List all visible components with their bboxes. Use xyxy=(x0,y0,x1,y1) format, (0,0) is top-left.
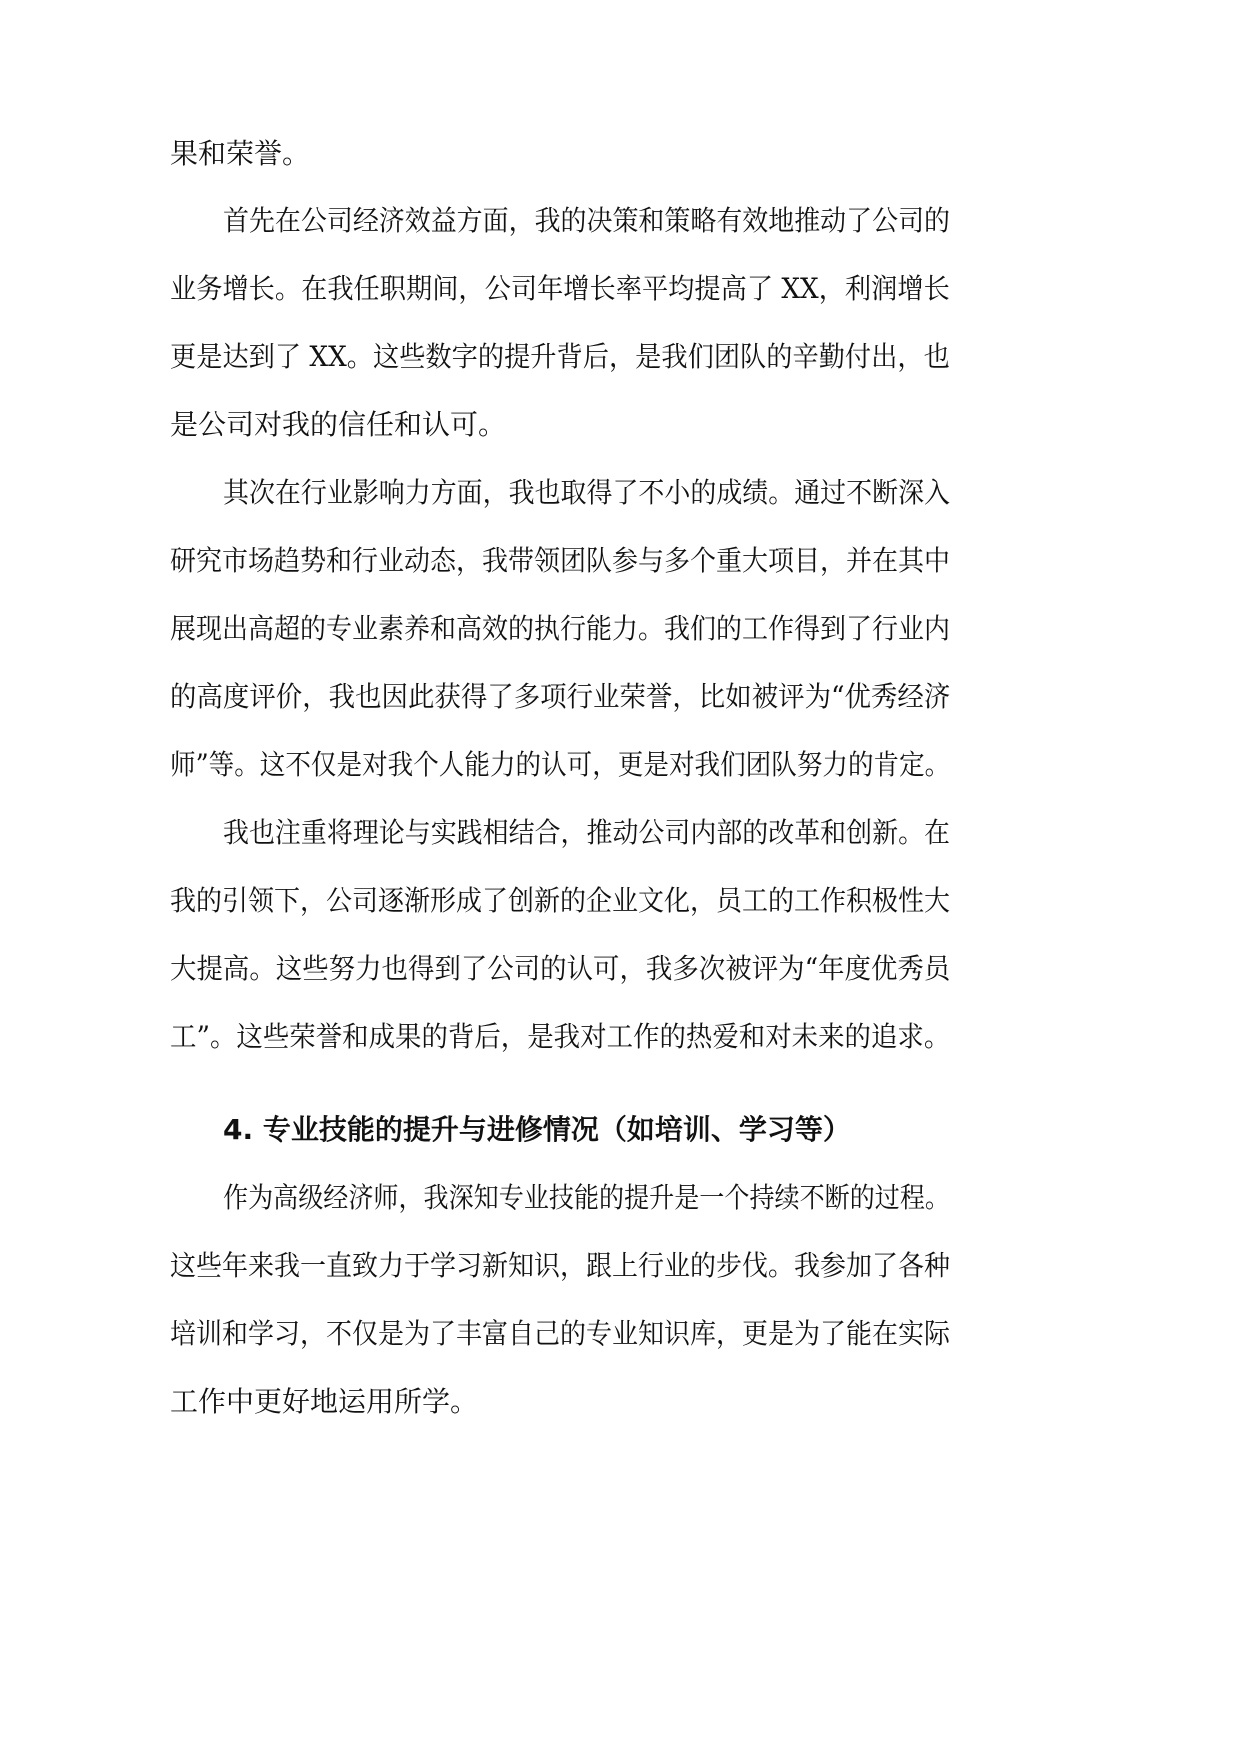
text-line: 我的引领下，公司逐渐形成了创新的企业文化，员工的工作积极性大 xyxy=(170,884,951,917)
text-line: 果和荣誉。 xyxy=(170,137,311,170)
text-line: 培训和学习，不仅是为了丰富自己的专业知识库，更是为了能在实际 xyxy=(170,1317,951,1350)
text-line: 我也注重将理论与实践相结合，推动公司内部的改革和创新。在 xyxy=(223,816,951,849)
text-line: 其次在行业影响力方面，我也取得了不小的成绩。通过不断深入 xyxy=(223,476,951,509)
text-line: 首先在公司经济效益方面，我的决策和策略有效地推动了公司的 xyxy=(223,204,951,237)
text-line: 工作中更好地运用所学。 xyxy=(170,1385,479,1418)
text-line: 更是达到了 XX。这些数字的提升背后，是我们团队的辛勤付出，也 xyxy=(170,340,950,373)
text-line: 业务增长。在我任职期间，公司年增长率平均提高了 XX，利润增长 xyxy=(170,272,950,305)
text-line: 展现出高超的专业素养和高效的执行能力。我们的工作得到了行业内 xyxy=(170,612,951,645)
text-line: 工”。这些荣誉和成果的背后，是我对工作的热爱和对未来的追求。 xyxy=(170,1020,951,1053)
text-line: 作为高级经济师，我深知专业技能的提升是一个持续不断的过程。 xyxy=(223,1181,950,1214)
text-line: 大提高。这些努力也得到了公司的认可，我多次被评为“年度优秀员 xyxy=(170,952,951,985)
text-line: 是公司对我的信任和认可。 xyxy=(170,408,507,441)
text-line: 的高度评价，我也因此获得了多项行业荣誉，比如被评为“优秀经济 xyxy=(170,680,951,713)
text-line: 研究市场趋势和行业动态，我带领团队参与多个重大项目，并在其中 xyxy=(170,544,951,577)
section-heading: 4. 专业技能的提升与进修情况（如培训、学习等） xyxy=(223,1113,851,1146)
text-line: 这些年来我一直致力于学习新知识，跟上行业的步伐。我参加了各种 xyxy=(170,1249,951,1282)
text-line: 师”等。这不仅是对我个人能力的认可，更是对我们团队努力的肯定。 xyxy=(170,748,951,781)
